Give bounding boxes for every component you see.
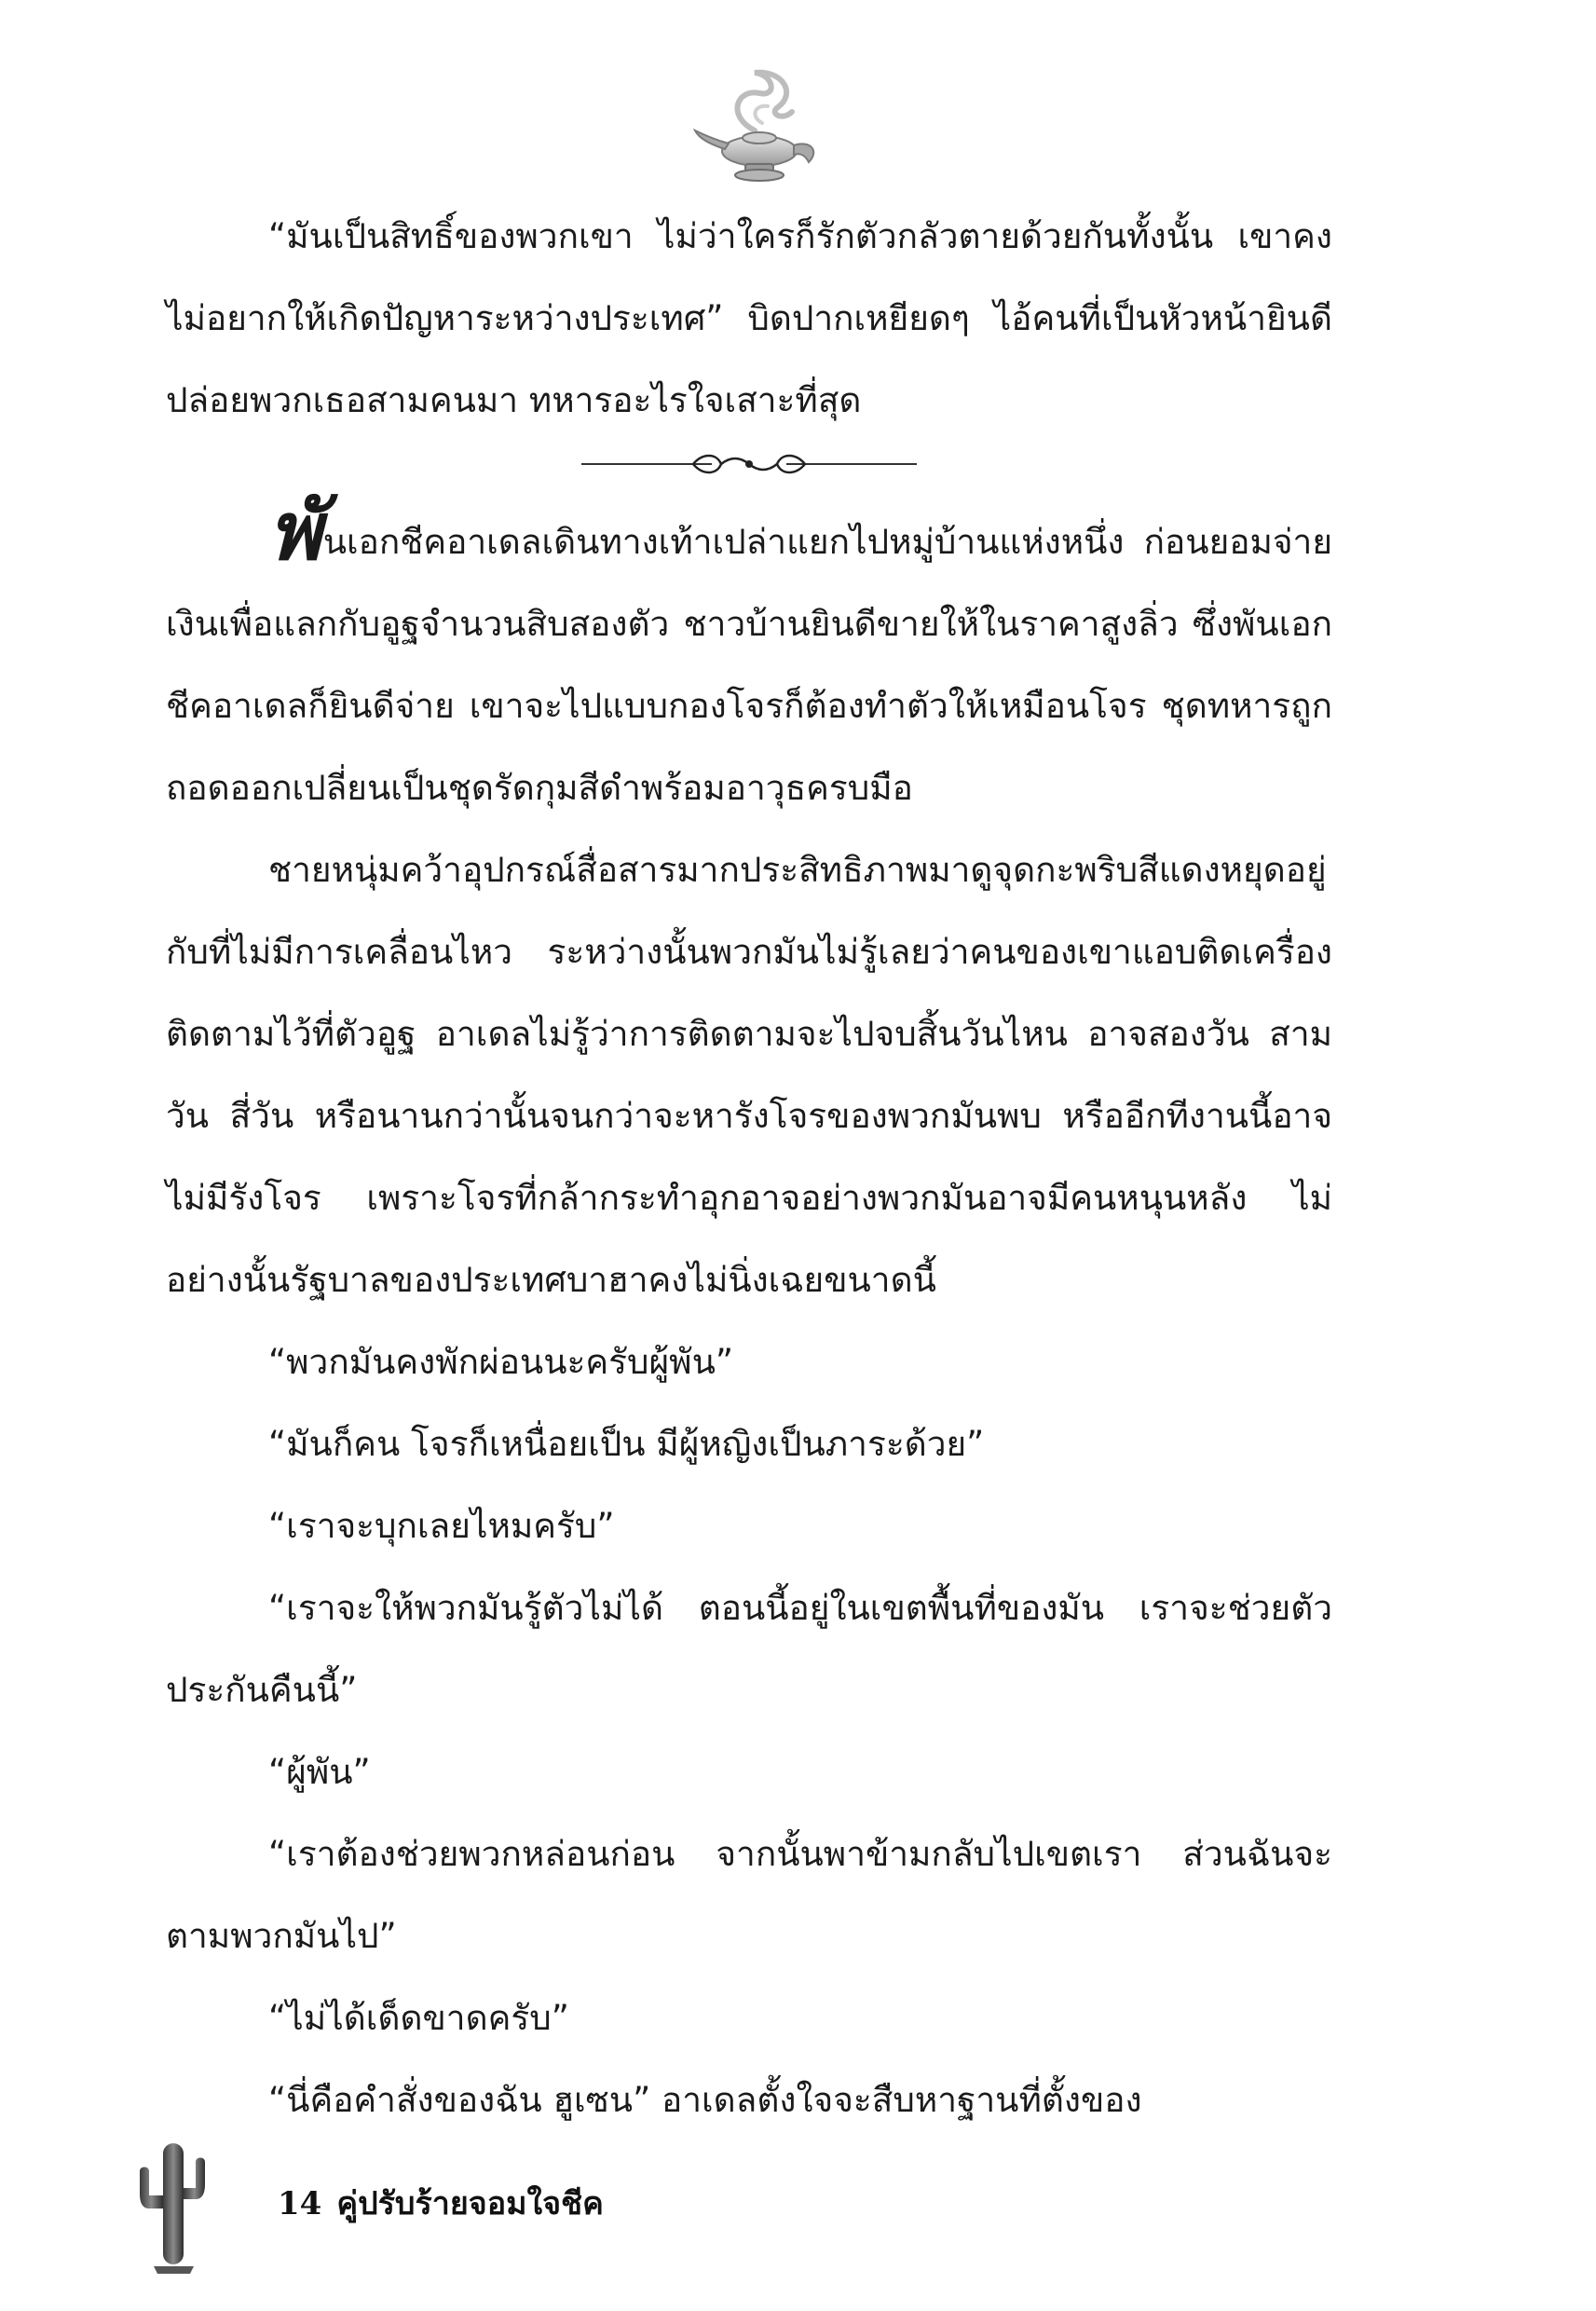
chapter-opening-paragraph: [166, 485, 1332, 829]
dialogue-line: “เราจะบุกเลยไหมครับ”: [268, 1506, 615, 1546]
book-title: คู่ปรับร้ายจอมใจชีค: [336, 2185, 604, 2222]
dialogue-line: “มันก็คน โจรก็เหนื่อยเป็น มีผู้หญิงเป็นภาระด้วย”: [268, 1424, 985, 1464]
body-text: [166, 196, 1332, 2141]
dialogue-line: “ผู้พัน”: [268, 1752, 371, 1792]
genie-lamp-icon: [689, 65, 829, 186]
paragraph-text: นเอกชีคอาเดลเดินทางเท้าเปล่าแยกไปหมู่บ้านแห่งหนึ่ง ก่อนยอมจ่ายเงินเพื่อแลกกับอูฐจำนวนสิบสองตัว ชาวบ้านยินดีขายให้ในราคาสูงลิ่ว ซึ่งพันเอกชีคอาเดลก็ยินดีจ่าย เขาจะไปแบบกองโจรก็ต้องทำตัวให้เหมือนโจร ชุดทหารถูกถอดออกเปลี่ยนเป็นชุดรัดกุมสีดำพร้อมอาวุธครบมือ: [166, 522, 1332, 808]
dialogue-line: “ไม่ได้เด็ดขาดครับ”: [268, 1998, 569, 2038]
page-number: 14: [278, 2185, 322, 2222]
paragraph: ชายหนุ่มคว้าอุปกรณ์สื่อสารมากประสิทธิภาพมาดูจุดกะพริบสีแดงหยุดอยู่กับที่ไม่มีการเคลื่อนไหว ระหว่างนั้นพวกมันไม่รู้เลยว่าคนของเขาแอบติดเครื่องติดตามไว้ที่ตัวอูฐ อาเดลไม่รู้ว่าการติดตามจะไปจบสิ้นวันไหน อาจสองวัน สามวัน สี่วัน หรือนานกว่านั้นจนกว่าจะหารังโจรของพวกมันพบ หรืออีกทีงานนี้อาจไม่มีรังโจร เพราะโจรที่กล้ากระทำอุกอาจอย่างพวกมันอาจมีคนหนุนหลัง ไม่อย่างนั้นรัฐบาลของประเทศบาฮาคงไม่นิ่งเฉยขนาดนี้: [166, 850, 1332, 1300]
cactus-icon: [130, 2134, 214, 2274]
drop-cap: พั: [268, 485, 321, 579]
page-footer: [278, 2181, 604, 2227]
dialogue-line: “พวกมันคงพักผ่อนนะครับผู้พัน”: [268, 1342, 734, 1382]
paragraph: “มันเป็นสิทธิ์ของพวกเขา ไม่ว่าใครก็รักตัวกลัวตายด้วยกันทั้งนั้น เขาคงไม่อยากให้เกิดปัญหาระหว่างประเทศ” บิดปากเหยียดๆ ไอ้คนที่เป็นหัวหน้ายินดีปล่อยพวกเธอสามคนมา ทหารอะไรใจเสาะที่สุด: [166, 216, 1332, 420]
dialogue-line: “เราจะให้พวกมันรู้ตัวไม่ได้ ตอนนี้อยู่ในเขตพื้นที่ของมัน เราจะช่วยตัวประกันคืนนี้”: [166, 1588, 1332, 1710]
dialogue-line: “นี่คือคำสั่งของฉัน ฮูเซน” อาเดลตั้งใจจะสืบหาฐานที่ตั้งของ: [268, 2080, 1142, 2120]
ornamental-divider-icon: [581, 445, 917, 483]
dialogue-line: “เราต้องช่วยพวกหล่อนก่อน จากนั้นพาข้ามกลับไปเขตเรา ส่วนฉันจะตามพวกมันไป”: [166, 1834, 1332, 1956]
